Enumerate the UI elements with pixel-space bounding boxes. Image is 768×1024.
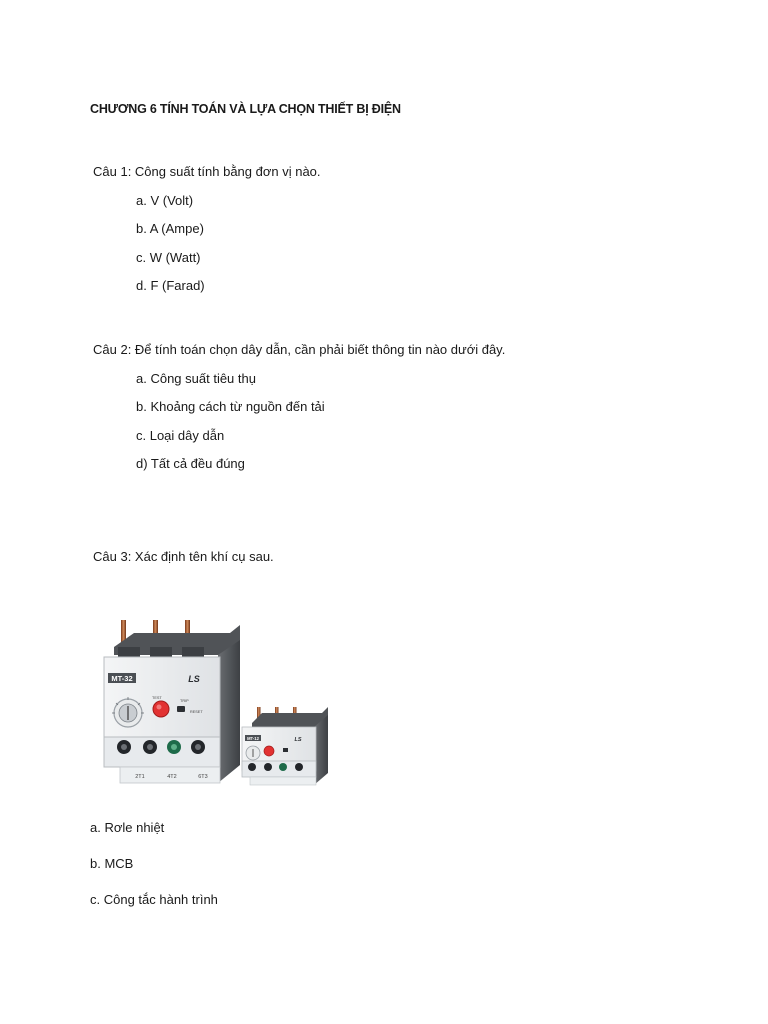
question-2-prompt: Câu 2: Để tính toán chọn dây dẫn, cần phải biết thông tin nào dưới đây. (93, 342, 506, 357)
question-1-prompt: Câu 1: Công suất tính bằng đơn vị nào. (93, 164, 321, 179)
question-3-option-b: b. MCB (90, 856, 134, 871)
small-brand-label: LS (294, 737, 302, 743)
terminal-label-2t1: 2T1 (135, 774, 145, 780)
question-1-option-b: b. A (Ampe) (136, 221, 204, 236)
question-3-prompt: Câu 3: Xác định tên khí cụ sau. (93, 549, 274, 564)
terminal-label-4t2: 4T2 (167, 774, 177, 780)
question-1-option-c: c. W (Watt) (136, 250, 201, 265)
question-2-option-a: a. Công suất tiêu thụ (136, 371, 256, 386)
question-2-option-c: c. Loại dây dẫn (136, 428, 225, 443)
small-relay (242, 707, 328, 785)
question-3-option-a: a. Rơle nhiệt (90, 820, 165, 835)
question-2-option-b: b. Khoảng cách từ nguồn đến tải (136, 399, 325, 414)
question-1-option-d: d. F (Farad) (136, 278, 205, 293)
reset-label: RESET (190, 710, 203, 714)
chapter-title: CHƯƠNG 6 TÍNH TOÁN VÀ LỰA CHỌN THIẾT BỊ ĐIỆN (90, 102, 401, 116)
small-model-label: MT-12 (247, 736, 259, 741)
large-relay (104, 620, 240, 783)
large-brand-label: LS (188, 674, 200, 684)
large-model-label: MT-32 (111, 674, 133, 683)
terminal-label-6t3: 6T3 (198, 774, 208, 780)
question-2-option-d: d) Tất cả đều đúng (136, 456, 245, 471)
trip-label: TRIP (180, 699, 189, 703)
question-3-option-c: c. Công tắc hành trình (90, 892, 218, 907)
thermal-relay-image (90, 585, 338, 798)
test-label: TEST (152, 696, 162, 700)
question-1-option-a: a. V (Volt) (136, 193, 194, 208)
